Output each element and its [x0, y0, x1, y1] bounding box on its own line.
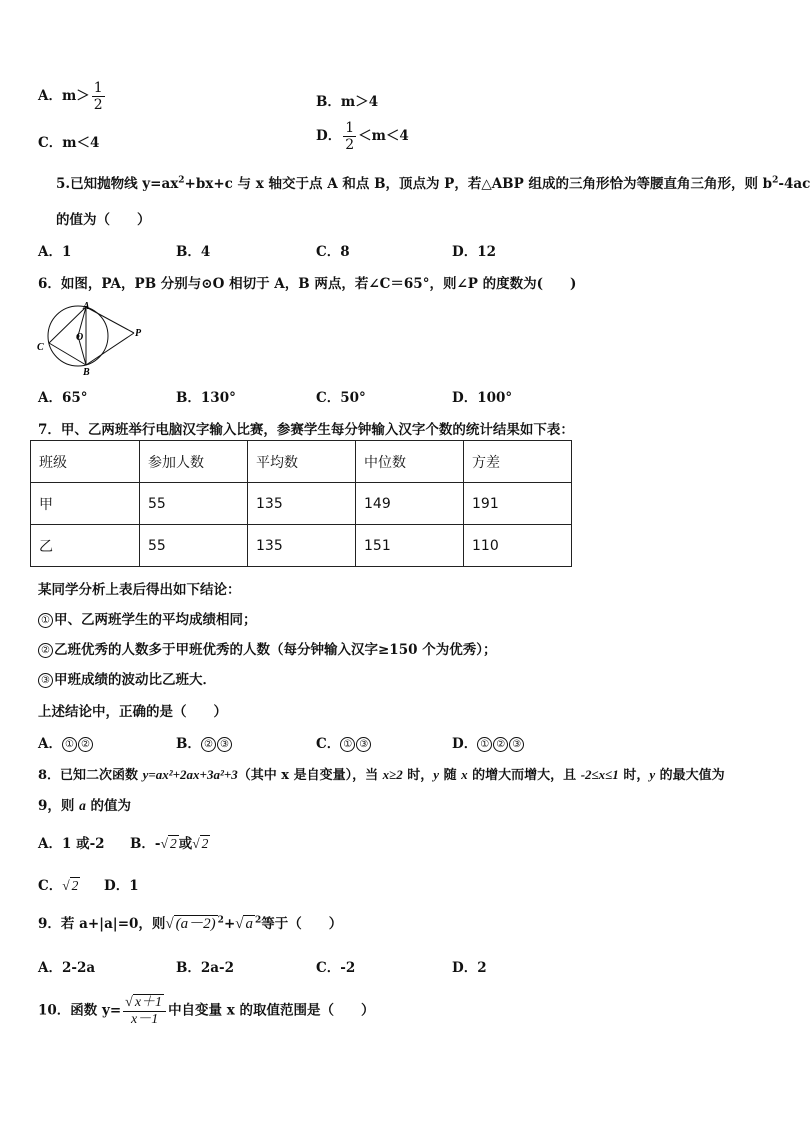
- q10-text: 中自变量 x 的取值范围是（ ）: [168, 1002, 375, 1019]
- table-header-cell: 方差: [464, 441, 572, 483]
- radicand: 2: [201, 836, 209, 851]
- sqrt-symbol: √ x＋1: [125, 995, 163, 1010]
- q6-circle-tangent-figure: [34, 300, 154, 378]
- q9-text: 等于（ ）: [261, 916, 343, 932]
- superscript: 2: [254, 915, 262, 926]
- superscript: 2: [178, 175, 185, 186]
- q7-option-b[interactable]: [176, 732, 233, 752]
- option-text: C．: [38, 878, 63, 894]
- q4-option-d-prefix: D．: [316, 128, 342, 144]
- radicand: a: [245, 916, 253, 932]
- q4-option-d-suffix: ＜m＜4: [358, 128, 409, 144]
- sqrt-symbol: √ 2: [192, 836, 209, 851]
- q8-option-a[interactable]: A．1 或-2: [38, 836, 105, 852]
- label-a: A: [83, 301, 90, 312]
- superscript: 2: [772, 175, 779, 186]
- numerator: 1: [93, 80, 103, 96]
- table-row: [31, 525, 572, 567]
- q9-option-a[interactable]: A．2-2a: [38, 960, 96, 976]
- plus-sign: +: [223, 916, 236, 932]
- sqrt-symbol: √ 2: [62, 878, 79, 893]
- q5-option-b[interactable]: B．4: [176, 244, 211, 260]
- circled-number: ①: [62, 737, 77, 752]
- q10-stem: [38, 994, 375, 1028]
- q8-text: 的最大值为: [655, 768, 725, 783]
- radicand: x＋1: [134, 995, 163, 1010]
- circled-number: ②: [38, 643, 53, 658]
- q8-stem-line2: [38, 794, 131, 814]
- q6-stem: 6．如图，PA，PB 分别与⊙O 相切于 A，B 两点，若∠C＝65°，则∠P 的度数为( ): [38, 276, 577, 292]
- q7-analysis: 某同学分析上表后得出如下结论：: [38, 582, 241, 598]
- q8-text: 9，则: [38, 798, 80, 814]
- option-text: 或: [178, 836, 193, 852]
- radicand: 2: [169, 836, 177, 851]
- table-cell: 乙: [31, 525, 140, 567]
- circled-number: ③: [356, 737, 371, 752]
- q8-var: y: [433, 767, 440, 782]
- circled-number: ①: [340, 737, 355, 752]
- q8-text: 8．已知二次函数: [38, 768, 143, 783]
- table-cell: 151: [356, 525, 464, 567]
- q7-conclusion-3: [38, 668, 216, 688]
- q8-option-c[interactable]: [38, 874, 80, 894]
- circled-number: ③: [509, 737, 524, 752]
- q7-option-d[interactable]: [452, 732, 525, 752]
- option-letter: C．: [316, 736, 341, 752]
- q10-text: 10．函数 y=: [38, 1002, 122, 1019]
- q7-stem: 7．甲、乙两班举行电脑汉字输入比赛，参赛学生每分钟输入汉字个数的统计结果如下表：: [38, 422, 574, 438]
- option-letter: D．: [452, 736, 478, 752]
- fraction: [123, 994, 166, 1028]
- circled-number: ②: [493, 737, 508, 752]
- q8-condition: -2≤x≤1: [580, 767, 619, 782]
- sqrt-symbol: √ 2: [160, 836, 177, 851]
- option-letter: B．: [176, 736, 201, 752]
- q9-text: 9．若 a+|a|=0，则: [38, 916, 166, 932]
- table-cell: 55: [140, 525, 248, 567]
- q8-text: 随: [439, 768, 462, 783]
- q8-text: 时，: [402, 768, 434, 783]
- q4-option-a[interactable]: [38, 80, 107, 113]
- q6-option-b[interactable]: B．130°: [176, 390, 236, 406]
- fraction: [343, 120, 356, 153]
- label-p: P: [135, 328, 142, 339]
- q8-condition: x≥2: [382, 767, 403, 782]
- table-row: [31, 483, 572, 525]
- table-header-cell: 中位数: [356, 441, 464, 483]
- table-cell: 149: [356, 483, 464, 525]
- circled-number: ②: [78, 737, 93, 752]
- denominator: 2: [345, 137, 355, 153]
- radicand: 2: [71, 878, 79, 893]
- q8-text: （其中 x 是自变量），当: [237, 768, 383, 783]
- q8-text: 的值为: [85, 798, 132, 814]
- label-c: C: [37, 342, 44, 353]
- label-o: O: [76, 332, 84, 343]
- q5-stem-line1: [56, 172, 810, 192]
- circled-number: ①: [38, 613, 53, 628]
- q7-conclusion-2: [38, 638, 496, 658]
- q6-option-a[interactable]: A．65°: [38, 390, 88, 406]
- q8-option-b[interactable]: [130, 832, 210, 852]
- q9-stem: [38, 912, 342, 933]
- q8-text: 的增大而增大，且: [467, 768, 581, 783]
- table-header-row: [31, 441, 572, 483]
- option-letter: A．: [38, 736, 62, 752]
- table-cell: 191: [464, 483, 572, 525]
- q4-option-a-text: A．m＞: [38, 88, 90, 104]
- q7-stats-table: [30, 440, 572, 567]
- superscript: 2: [217, 915, 224, 926]
- q5-text-c: -4ac: [778, 176, 810, 192]
- table-cell: 135: [248, 483, 356, 525]
- q5-option-a[interactable]: A．1: [38, 244, 72, 260]
- fraction: [92, 80, 105, 113]
- denominator: 2: [93, 97, 103, 113]
- sqrt-symbol: √ (a－2): [165, 916, 216, 932]
- conclusion-text: 甲、乙两班学生的平均成绩相同；: [54, 612, 257, 628]
- tangent-pb: [86, 333, 134, 365]
- q6-option-c[interactable]: C．50°: [316, 390, 366, 406]
- conclusion-text: 甲班成绩的波动比乙班大．: [54, 672, 216, 688]
- tangent-pa: [86, 307, 134, 333]
- q8-text: 时，: [618, 768, 650, 783]
- q9-option-d[interactable]: D．2: [452, 960, 487, 976]
- q7-option-c[interactable]: [316, 732, 372, 752]
- q5-text-b: +bx+c 与 x 轴交于点 A 和点 B，顶点为 P，若△ABP 组成的三角形恰为等腰直角三角形，则 b: [184, 176, 773, 192]
- q9-option-c[interactable]: C．-2: [316, 960, 356, 976]
- table-header-cell: 平均数: [248, 441, 356, 483]
- circled-number: ③: [38, 673, 53, 688]
- q8-stem-line1: [38, 764, 725, 783]
- table-header-cell: 班级: [31, 441, 140, 483]
- radicand: (a－2): [175, 916, 216, 932]
- q5-text-a: 5.已知抛物线 y=ax: [56, 176, 179, 192]
- table-cell: 55: [140, 483, 248, 525]
- q8-var: x: [461, 767, 468, 782]
- q9-option-b[interactable]: B．2a-2: [176, 960, 235, 976]
- circled-number: ①: [477, 737, 492, 752]
- q5-option-c[interactable]: C．8: [316, 244, 350, 260]
- q7-conclusion-1: [38, 608, 257, 628]
- q8-option-d[interactable]: D．1: [104, 878, 139, 894]
- q8-var: a: [79, 798, 86, 813]
- circled-number: ②: [201, 737, 216, 752]
- q8-var: y: [649, 767, 656, 782]
- q4-option-c[interactable]: C．m＜4: [38, 135, 100, 151]
- table-header-cell: 参加人数: [140, 441, 248, 483]
- q7-option-a[interactable]: [38, 732, 94, 752]
- numerator: [123, 994, 166, 1012]
- q7-question: 上述结论中，正确的是（ ）: [38, 704, 227, 720]
- numerator: 1: [345, 120, 355, 136]
- conclusion-text: 乙班优秀的人数多于甲班优秀的人数（每分钟输入汉字≥150 个为优秀）；: [54, 642, 497, 658]
- q4-option-d[interactable]: [316, 120, 409, 153]
- option-text: B．-: [130, 836, 161, 852]
- q6-option-d[interactable]: D．100°: [452, 390, 513, 406]
- table-cell: 110: [464, 525, 572, 567]
- q5-option-d[interactable]: D．12: [452, 244, 496, 260]
- sqrt-symbol: √ a: [235, 916, 253, 932]
- label-b: B: [83, 367, 90, 378]
- q4-option-b[interactable]: B．m＞4: [316, 94, 379, 110]
- circled-number: ③: [217, 737, 232, 752]
- q5-stem-line2: 的值为（ ）: [56, 212, 151, 228]
- denominator: x－1: [131, 1012, 159, 1027]
- q8-function: y=ax²+2ax+3a²+3: [142, 767, 238, 782]
- table-cell: 甲: [31, 483, 140, 525]
- table-cell: 135: [248, 525, 356, 567]
